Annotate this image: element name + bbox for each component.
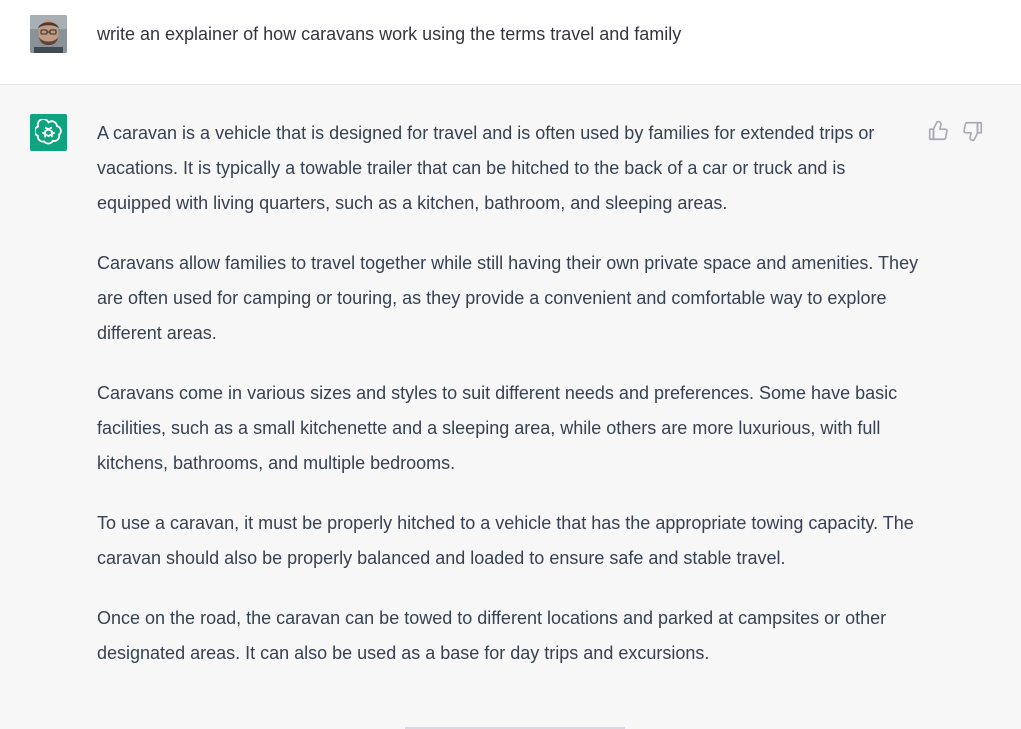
openai-logo-icon <box>35 119 62 146</box>
assistant-paragraph: Caravans allow families to travel together while still having their own private space and amenities. They are often used for camping or touring, as they provide a convenient and comfortable way to explore different areas. <box>97 253 919 343</box>
assistant-paragraph: Caravans come in various sizes and styles to suit different needs and preferences. Some have basic facilities, such as a small kitchenette and a sleeping area, while others are more luxurious, with full kitchens, bathrooms, and multiple bedrooms. <box>97 383 898 473</box>
thumbs-down-button[interactable] <box>962 120 984 142</box>
thumbs-down-icon <box>962 120 984 142</box>
user-avatar-photo <box>30 15 67 53</box>
assistant-paragraph: Once on the road, the caravan can be towed to different locations and parked at campsites or other designated areas. It can also be used as a base for day trips and excursions. <box>97 608 887 663</box>
assistant-message <box>97 116 922 671</box>
thumbs-up-icon <box>927 120 949 142</box>
assistant-paragraph: To use a caravan, it must be properly hitched to a vehicle that has the appropriate towing capacity. The caravan should also be properly balanced and loaded to ensure safe and stable travel. <box>97 513 914 568</box>
thumbs-up-button[interactable] <box>927 120 949 142</box>
user-message-text: write an explainer of how caravans work using the terms travel and family <box>97 24 682 44</box>
assistant-paragraph: A caravan is a vehicle that is designed for travel and is often used by families for extended trips or vacations. It is typically a towable trailer that can be hitched to the back of a car or truck and is equipped with living quarters, such as a kitchen, bathroom, and sleeping areas. <box>97 123 875 213</box>
assistant-avatar <box>30 114 67 151</box>
assistant-message-row <box>0 85 1021 729</box>
user-message-row <box>0 0 1021 85</box>
user-avatar <box>30 15 67 53</box>
